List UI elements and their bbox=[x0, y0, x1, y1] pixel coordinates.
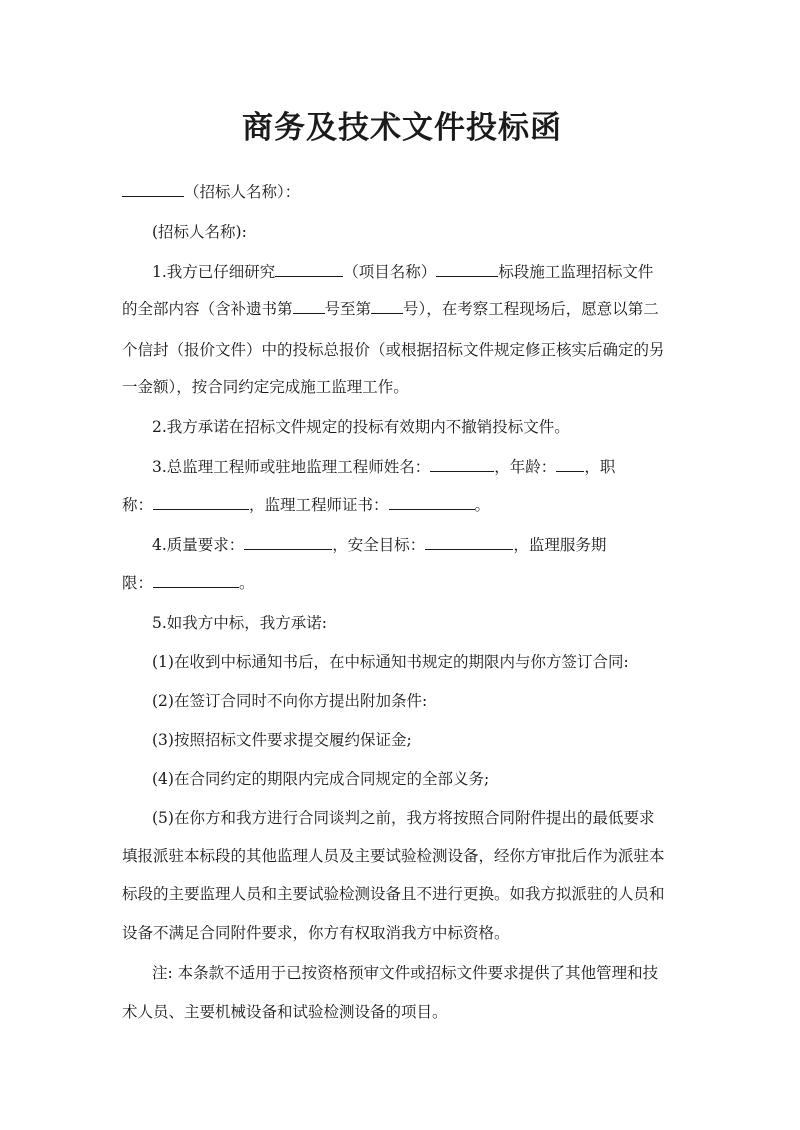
p3-text-b: ，年龄： bbox=[494, 458, 557, 476]
paragraph-5: 5.如我方中标，我方承诺: bbox=[152, 614, 328, 632]
p4-text-c: ，监理服务期 bbox=[513, 536, 607, 554]
commitment-item-5-line-4: 设备不满足合同附件要求，你方有权取消我方中标资格。 bbox=[122, 924, 510, 942]
p1-text-a: 1.我方已仔细研究 bbox=[152, 263, 276, 281]
p3-text-c: ，职 bbox=[584, 458, 616, 476]
blank-field[interactable] bbox=[122, 181, 184, 197]
commitment-item-1: (1)在收到中标通知书后，在中标通知书规定的期限内与你方签订合同: bbox=[152, 653, 629, 671]
paragraph-1-line-4: 一金额），按合同约定完成施工监理工作。 bbox=[122, 378, 409, 396]
commitment-item-5-line-3: 标段的主要监理人员和主要试验检测设备且不进行更换。如我方拟派驻的人员和 bbox=[122, 885, 665, 903]
paragraph-3-line-2 bbox=[122, 494, 490, 516]
age-blank[interactable] bbox=[556, 456, 584, 472]
paragraph-3-line-1 bbox=[152, 456, 615, 478]
salutation-text: （招标人名称）： bbox=[184, 183, 301, 201]
p4-text-l2b: 。 bbox=[239, 574, 255, 592]
engineer-name-blank[interactable] bbox=[430, 456, 494, 472]
p1-text-l2b: 号至第 bbox=[324, 300, 372, 318]
commitment-item-2: (2)在签订合同时不向你方提出附加条件: bbox=[152, 692, 428, 710]
p1-text-c: 标段施工监理招标文件 bbox=[498, 263, 654, 281]
addendum-to-blank[interactable] bbox=[371, 298, 403, 314]
paragraph-1-line-2 bbox=[122, 298, 659, 320]
paragraph-2: 2.我方承诺在招标文件规定的投标有效期内不撤销投标文件。 bbox=[152, 418, 570, 436]
commitment-item-5-line-2: 填报派驻本标段的其他监理人员及主要试验检测设备，经你方审批后作为派驻本 bbox=[122, 847, 665, 865]
note-line-2: 术人员、主要机械设备和试验检测设备的项目。 bbox=[122, 1003, 448, 1021]
p4-text-a: 4.质量要求： bbox=[152, 536, 245, 554]
addressee: (招标人名称): bbox=[152, 223, 247, 241]
project-name-blank[interactable] bbox=[275, 261, 343, 277]
paragraph-1-line-1 bbox=[152, 261, 653, 283]
p1-text-b: （项目名称） bbox=[343, 263, 437, 281]
p4-text-b: ，安全目标： bbox=[332, 536, 426, 554]
p1-text-l2c: 号），在考察工程现场后，愿意以第二 bbox=[403, 300, 659, 318]
p3-text-a: 3.总监理工程师或驻地监理工程师姓名： bbox=[152, 458, 431, 476]
addendum-from-blank[interactable] bbox=[293, 298, 325, 314]
paragraph-4-line-1 bbox=[152, 534, 606, 556]
safety-blank[interactable] bbox=[425, 534, 513, 550]
certificate-blank[interactable] bbox=[389, 494, 475, 510]
paragraph-4-line-2 bbox=[122, 572, 255, 594]
p3-text-l2c: 。 bbox=[474, 496, 491, 514]
p3-text-l2a: 称： bbox=[122, 496, 154, 514]
document-title: 商务及技术文件投标函 bbox=[242, 110, 562, 146]
commitment-item-3: (3)按照招标文件要求提交履约保证金; bbox=[152, 731, 412, 749]
p1-text-l2a: 的全部内容（含补遗书第 bbox=[122, 300, 293, 318]
section-blank[interactable] bbox=[436, 261, 498, 277]
commitment-item-5-line-1: (5)在你方和我方进行合同谈判之前，我方将按照合同附件提出的最低要求 bbox=[152, 809, 655, 827]
p3-text-l2b: ，监理工程师证书： bbox=[249, 496, 389, 514]
salutation-line bbox=[122, 181, 300, 203]
commitment-item-4: (4)在合同约定的期限内完成合同规定的全部义务; bbox=[152, 770, 490, 788]
quality-blank[interactable] bbox=[244, 534, 332, 550]
title-blank[interactable] bbox=[153, 494, 249, 510]
p4-text-l2a: 限： bbox=[122, 574, 154, 592]
paragraph-1-line-3: 个信封（报价文件）中的投标总报价（或根据招标文件规定修正核实后确定的另 bbox=[122, 341, 665, 359]
service-period-blank[interactable] bbox=[153, 572, 239, 588]
note-line-1: 注: 本条款不适用于已按资格预审文件或招标文件要求提供了其他管理和技 bbox=[152, 964, 659, 982]
